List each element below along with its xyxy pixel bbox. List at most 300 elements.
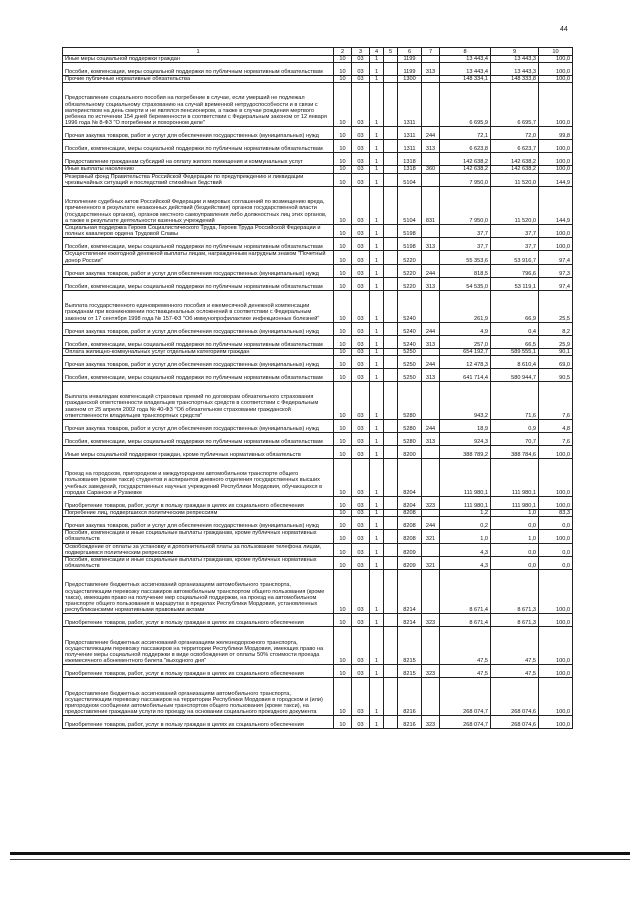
table-row xyxy=(63,614,573,627)
program-code: 1 xyxy=(370,140,384,153)
subprogram-code xyxy=(384,356,398,369)
item-code: 5220 xyxy=(398,264,422,277)
execution-percent: 100,0 xyxy=(539,76,573,83)
program-code: 1 xyxy=(370,459,384,497)
section-code: 10 xyxy=(334,277,352,290)
program-code: 1 xyxy=(370,382,384,420)
execution-percent: 90,5 xyxy=(539,369,573,382)
row-name: Пособия, компенсации, меры социальной поддержки по публичным нормативным обязательствам xyxy=(63,335,334,348)
subprogram-code xyxy=(384,614,398,627)
header-cell: 10 xyxy=(539,48,573,56)
section-code: 10 xyxy=(334,665,352,678)
execution-percent: 100,0 xyxy=(539,56,573,63)
executed-amount: 47,5 xyxy=(491,627,539,665)
planned-amount: 12 478,3 xyxy=(440,356,491,369)
table-row xyxy=(63,166,573,173)
table-row xyxy=(63,517,573,530)
header-cell: 9 xyxy=(491,48,539,56)
executed-amount: 8 671,3 xyxy=(491,570,539,614)
program-code: 1 xyxy=(370,510,384,517)
execution-percent: 97,4 xyxy=(539,277,573,290)
execution-percent: 8,2 xyxy=(539,322,573,335)
row-name: Предоставление бюджетных ассигнований организациям автомобильного транспорта, осуществляющим перевозку пассажиров на территории Республики Мордовия в городском и (или) пригородном сообщении автомобильным транспортом общего пользования (кроме такси), на предоставление гражданам услуги по проезду на основании социального проездного документа xyxy=(63,678,334,716)
execution-percent: 100,0 xyxy=(539,140,573,153)
table-row xyxy=(63,290,573,322)
header-cell: 6 xyxy=(398,48,422,56)
expense-type-code xyxy=(422,251,440,264)
subprogram-code xyxy=(384,76,398,83)
row-name: Прочая закупка товаров, работ и услуг для обеспечения государственных (муниципальных) нужд xyxy=(63,322,334,335)
table-row xyxy=(63,238,573,251)
planned-amount: 6 623,8 xyxy=(440,140,491,153)
execution-percent: 100,0 xyxy=(539,446,573,459)
executed-amount: 37,7 xyxy=(491,238,539,251)
planned-amount: 13 443,4 xyxy=(440,56,491,63)
header-cell: 8 xyxy=(440,48,491,56)
expense-type-code: 323 xyxy=(422,716,440,729)
section-code: 10 xyxy=(334,56,352,63)
planned-amount: 142 638,2 xyxy=(440,166,491,173)
expense-type-code xyxy=(422,678,440,716)
expense-type-code xyxy=(422,225,440,238)
expense-type-code xyxy=(422,83,440,127)
executed-amount: 796,6 xyxy=(491,264,539,277)
section-code: 10 xyxy=(334,446,352,459)
row-name: Пособия, компенсации, меры социальной поддержки по публичным нормативным обязательствам xyxy=(63,433,334,446)
program-code: 1 xyxy=(370,153,384,166)
execution-percent: 100,0 xyxy=(539,665,573,678)
item-code: 5240 xyxy=(398,335,422,348)
item-code: 5250 xyxy=(398,356,422,369)
header-cell: 7 xyxy=(422,48,440,56)
section-code: 10 xyxy=(334,63,352,76)
expense-type-code: 323 xyxy=(422,497,440,510)
executed-amount: 111 980,1 xyxy=(491,459,539,497)
subsection-code: 03 xyxy=(352,510,370,517)
table-row xyxy=(63,530,573,543)
program-code: 1 xyxy=(370,369,384,382)
row-name: Предоставление социального пособия на погребение в случае, если умерший не подлежал обязательному социальному страхованию на случай временной нетрудоспособности и в связи с материнством на день смерти и не являлся пенсионером, а также в случае рождения мертвого ребенка по истечении 154 дней беременности в соответствии с Федеральным законом от 12 января 1996 года № 8-ФЗ "О погребении и похоронном деле" xyxy=(63,83,334,127)
program-code: 1 xyxy=(370,166,384,173)
planned-amount: 148 334,1 xyxy=(440,76,491,83)
subsection-code: 03 xyxy=(352,251,370,264)
table-row xyxy=(63,369,573,382)
program-code: 1 xyxy=(370,348,384,355)
subprogram-code xyxy=(384,678,398,716)
item-code: 5198 xyxy=(398,225,422,238)
expense-type-code: 313 xyxy=(422,433,440,446)
table-row xyxy=(63,627,573,665)
subsection-code: 03 xyxy=(352,433,370,446)
subsection-code: 03 xyxy=(352,225,370,238)
execution-percent: 25,9 xyxy=(539,335,573,348)
row-name: Прочая закупка товаров, работ и услуг для обеспечения государственных (муниципальных) нужд xyxy=(63,517,334,530)
expense-type-code xyxy=(422,290,440,322)
program-code: 1 xyxy=(370,557,384,570)
execution-percent: 4,8 xyxy=(539,420,573,433)
item-code: 8204 xyxy=(398,497,422,510)
subprogram-code xyxy=(384,348,398,355)
expense-type-code: 313 xyxy=(422,140,440,153)
subprogram-code xyxy=(384,290,398,322)
item-code: 5220 xyxy=(398,277,422,290)
table-row xyxy=(63,63,573,76)
item-code: 8204 xyxy=(398,459,422,497)
subprogram-code xyxy=(384,433,398,446)
table-row xyxy=(63,127,573,140)
expense-type-code: 321 xyxy=(422,557,440,570)
table-row xyxy=(63,356,573,369)
item-code: 1318 xyxy=(398,153,422,166)
executed-amount: 388 784,6 xyxy=(491,446,539,459)
planned-amount: 6 695,9 xyxy=(440,83,491,127)
planned-amount: 4,3 xyxy=(440,557,491,570)
subprogram-code xyxy=(384,459,398,497)
subprogram-code xyxy=(384,716,398,729)
subprogram-code xyxy=(384,225,398,238)
subsection-code: 03 xyxy=(352,420,370,433)
subsection-code: 03 xyxy=(352,277,370,290)
section-code: 10 xyxy=(334,166,352,173)
program-code: 1 xyxy=(370,173,384,186)
section-code: 10 xyxy=(334,433,352,446)
bottom-divider xyxy=(10,852,630,855)
row-name: Предоставление бюджетных ассигнований организациям автомобильного транспорта, осуществляющим перевозку пассажиров автомобильным транспортом общего пользования (кроме такси), имеющим право на получение мер социальной поддержки, на проезд на автомобильном транспорте общего пользования в маршрутах в пределах Республики Мордовия, установленных республиканскими нормативными правовыми актами xyxy=(63,570,334,614)
planned-amount: 7 950,0 xyxy=(440,187,491,225)
section-code: 10 xyxy=(334,348,352,355)
executed-amount: 53 916,7 xyxy=(491,251,539,264)
row-name: Проезд на городском, пригородном и междугородном автомобильном транспорте общего пользования (кроме такси) студентов и аспирантов дневного отделения государственных высших учебных заведений, государственных научных учреждений Республики Мордовия, обучающихся в городах Саранске и Рузаевке xyxy=(63,459,334,497)
item-code: 8215 xyxy=(398,627,422,665)
expense-type-code xyxy=(422,543,440,556)
execution-percent: 100,0 xyxy=(539,570,573,614)
execution-percent: 100,0 xyxy=(539,530,573,543)
program-code: 1 xyxy=(370,530,384,543)
row-name: Иные выплаты населению xyxy=(63,166,334,173)
planned-amount: 47,5 xyxy=(440,627,491,665)
expense-type-code: 323 xyxy=(422,614,440,627)
subsection-code: 03 xyxy=(352,166,370,173)
expense-type-code: 323 xyxy=(422,665,440,678)
item-code: 1199 xyxy=(398,63,422,76)
row-name: Пособия, компенсации и иные социальные выплаты гражданам, кроме публичных нормативных обязательств xyxy=(63,557,334,570)
executed-amount: 1,0 xyxy=(491,530,539,543)
expense-type-code xyxy=(422,627,440,665)
expense-type-code xyxy=(422,348,440,355)
program-code: 1 xyxy=(370,63,384,76)
section-code: 10 xyxy=(334,187,352,225)
row-name: Пособия, компенсации, меры социальной поддержки по публичным нормативным обязательствам xyxy=(63,140,334,153)
program-code: 1 xyxy=(370,225,384,238)
planned-amount: 18,9 xyxy=(440,420,491,433)
planned-amount: 0,2 xyxy=(440,517,491,530)
section-code: 10 xyxy=(334,543,352,556)
executed-amount: 70,7 xyxy=(491,433,539,446)
planned-amount: 111 980,1 xyxy=(440,459,491,497)
execution-percent: 97,4 xyxy=(539,251,573,264)
subsection-code: 03 xyxy=(352,127,370,140)
execution-percent: 100,0 xyxy=(539,153,573,166)
table-row xyxy=(63,570,573,614)
expense-type-code: 313 xyxy=(422,63,440,76)
item-code: 5280 xyxy=(398,433,422,446)
section-code: 10 xyxy=(334,459,352,497)
expense-type-code: 360 xyxy=(422,166,440,173)
program-code: 1 xyxy=(370,446,384,459)
planned-amount: 37,7 xyxy=(440,238,491,251)
subsection-code: 03 xyxy=(352,290,370,322)
subsection-code: 03 xyxy=(352,76,370,83)
subsection-code: 03 xyxy=(352,369,370,382)
row-name: Пособия, компенсации, меры социальной поддержки по публичным нормативным обязательствам xyxy=(63,369,334,382)
table-row xyxy=(63,348,573,355)
executed-amount: 0,0 xyxy=(491,557,539,570)
planned-amount: 388 789,2 xyxy=(440,446,491,459)
subprogram-code xyxy=(384,127,398,140)
item-code: 5104 xyxy=(398,173,422,186)
execution-percent: 90,1 xyxy=(539,348,573,355)
item-code: 5104 xyxy=(398,187,422,225)
program-code: 1 xyxy=(370,497,384,510)
section-code: 10 xyxy=(334,225,352,238)
section-code: 10 xyxy=(334,420,352,433)
section-code: 10 xyxy=(334,83,352,127)
section-code: 10 xyxy=(334,76,352,83)
table-row xyxy=(63,433,573,446)
item-code: 8216 xyxy=(398,678,422,716)
item-code: 1300 xyxy=(398,76,422,83)
planned-amount: 8 671,4 xyxy=(440,614,491,627)
subprogram-code xyxy=(384,665,398,678)
executed-amount: 1,0 xyxy=(491,510,539,517)
subsection-code: 03 xyxy=(352,627,370,665)
subprogram-code xyxy=(384,56,398,63)
program-code: 1 xyxy=(370,614,384,627)
item-code: 8209 xyxy=(398,557,422,570)
table-row xyxy=(63,251,573,264)
executed-amount: 11 520,0 xyxy=(491,187,539,225)
executed-amount: 0,9 xyxy=(491,420,539,433)
subsection-code: 03 xyxy=(352,614,370,627)
item-code: 8215 xyxy=(398,665,422,678)
section-code: 10 xyxy=(334,557,352,570)
section-code: 10 xyxy=(334,614,352,627)
program-code: 1 xyxy=(370,56,384,63)
item-code: 1311 xyxy=(398,83,422,127)
expense-type-code: 313 xyxy=(422,369,440,382)
table-row xyxy=(63,83,573,127)
section-code: 10 xyxy=(334,173,352,186)
program-code: 1 xyxy=(370,187,384,225)
row-name: Пособия, компенсации и иные социальные выплаты гражданам, кроме публичных нормативных обязательств xyxy=(63,530,334,543)
table-row xyxy=(63,277,573,290)
planned-amount: 654 192,7 xyxy=(440,348,491,355)
program-code: 1 xyxy=(370,543,384,556)
subprogram-code xyxy=(384,446,398,459)
item-code: 5240 xyxy=(398,290,422,322)
subsection-code: 03 xyxy=(352,238,370,251)
expense-type-code: 313 xyxy=(422,277,440,290)
subsection-code: 03 xyxy=(352,63,370,76)
section-code: 10 xyxy=(334,497,352,510)
subprogram-code xyxy=(384,173,398,186)
row-name: Предоставление бюджетных ассигнований организациям железнодорожного транспорта, осуществляющим перевозку пассажиров на территории Республики Мордовия, имеющих право на получение меры социальной поддержки в виде освобождения от оплаты 50% стоимости проезда ежемесячного абонементного билета "выходного дня" xyxy=(63,627,334,665)
subprogram-code xyxy=(384,238,398,251)
subsection-code: 03 xyxy=(352,678,370,716)
planned-amount: 4,9 xyxy=(440,322,491,335)
item-code: 8216 xyxy=(398,716,422,729)
row-name: Прочая закупка товаров, работ и услуг для обеспечения государственных (муниципальных) нужд xyxy=(63,356,334,369)
subsection-code: 03 xyxy=(352,497,370,510)
planned-amount: 54 535,0 xyxy=(440,277,491,290)
section-code: 10 xyxy=(334,530,352,543)
executed-amount: 8 671,3 xyxy=(491,614,539,627)
planned-amount: 257,0 xyxy=(440,335,491,348)
section-code: 10 xyxy=(334,356,352,369)
subprogram-code xyxy=(384,570,398,614)
subsection-code: 03 xyxy=(352,382,370,420)
expense-type-code xyxy=(422,459,440,497)
row-name: Пособия, компенсации, меры социальной поддержки по публичным нормативным обязательствам xyxy=(63,238,334,251)
section-code: 10 xyxy=(334,335,352,348)
execution-percent: 7,6 xyxy=(539,382,573,420)
expense-type-code xyxy=(422,570,440,614)
row-name: Прочая закупка товаров, работ и услуг для обеспечения государственных (муниципальных) нужд xyxy=(63,420,334,433)
subsection-code: 03 xyxy=(352,153,370,166)
executed-amount: 0,0 xyxy=(491,517,539,530)
subsection-code: 03 xyxy=(352,83,370,127)
table-row xyxy=(63,557,573,570)
planned-amount: 142 638,2 xyxy=(440,153,491,166)
program-code: 1 xyxy=(370,570,384,614)
table-row xyxy=(63,140,573,153)
execution-percent: 0,0 xyxy=(539,543,573,556)
subsection-code: 03 xyxy=(352,264,370,277)
expense-type-code xyxy=(422,153,440,166)
item-code: 5280 xyxy=(398,382,422,420)
section-code: 10 xyxy=(334,678,352,716)
row-name: Оплата жилищно-коммунальных услуг отдельным категориям граждан xyxy=(63,348,334,355)
program-code: 1 xyxy=(370,238,384,251)
table-row xyxy=(63,153,573,166)
subprogram-code xyxy=(384,166,398,173)
section-code: 10 xyxy=(334,140,352,153)
row-name: Прочая закупка товаров, работ и услуг для обеспечения государственных (муниципальных) нужд xyxy=(63,127,334,140)
program-code: 1 xyxy=(370,665,384,678)
executed-amount: 6 695,7 xyxy=(491,83,539,127)
executed-amount: 0,4 xyxy=(491,322,539,335)
row-name: Социальная поддержка Героев Социалистического Труда, Героев Труда Российской Федерации и полных кавалеров ордена Трудовой Славы xyxy=(63,225,334,238)
expense-type-code xyxy=(422,446,440,459)
program-code: 1 xyxy=(370,335,384,348)
execution-percent: 97,3 xyxy=(539,264,573,277)
table-row xyxy=(63,264,573,277)
item-code: 8209 xyxy=(398,543,422,556)
row-name: Выплата государственного единовременного пособия и ежемесячной денежной компенсации гражданам при возникновении поствакцинальных осложнений в соответствии с Федеральным законом от 17 сентября 1998 года № 157-ФЗ "Об иммунопрофилактике инфекционных болезней" xyxy=(63,290,334,322)
subprogram-code xyxy=(384,83,398,127)
row-name: Резервный фонд Правительства Российской Федерации по предупреждению и ликвидации чрезвычайных ситуаций и последствий стихийных бедствий xyxy=(63,173,334,186)
subsection-code: 03 xyxy=(352,665,370,678)
section-code: 10 xyxy=(334,238,352,251)
row-name: Исполнение судебных актов Российской Федерации и мировых соглашений по возмещению вреда, причиненного в результате незаконных действий (бездействия) органов государственной власти (государственных органов), органов местного самоуправления либо должностных лиц этих органов, а также в результате деятельности казенных учреждений xyxy=(63,187,334,225)
subprogram-code xyxy=(384,543,398,556)
row-name: Прочие публичные нормативные обязательства xyxy=(63,76,334,83)
table-row xyxy=(63,543,573,556)
subprogram-code xyxy=(384,277,398,290)
item-code: 1311 xyxy=(398,140,422,153)
table-row xyxy=(63,187,573,225)
executed-amount: 148 333,8 xyxy=(491,76,539,83)
subsection-code: 03 xyxy=(352,56,370,63)
expense-type-code xyxy=(422,382,440,420)
execution-percent: 69,0 xyxy=(539,356,573,369)
planned-amount: 37,7 xyxy=(440,225,491,238)
section-code: 10 xyxy=(334,264,352,277)
table-row xyxy=(63,335,573,348)
executed-amount: 72,0 xyxy=(491,127,539,140)
executed-amount: 268 074,6 xyxy=(491,678,539,716)
execution-percent: 7,6 xyxy=(539,433,573,446)
bottom-divider-thin xyxy=(10,859,630,860)
planned-amount: 943,2 xyxy=(440,382,491,420)
row-name: Пособия, компенсации, меры социальной поддержки по публичным нормативным обязательствам xyxy=(63,63,334,76)
execution-percent: 100,0 xyxy=(539,238,573,251)
planned-amount: 13 443,4 xyxy=(440,63,491,76)
subsection-code: 03 xyxy=(352,356,370,369)
program-code: 1 xyxy=(370,264,384,277)
program-code: 1 xyxy=(370,356,384,369)
executed-amount: 66,9 xyxy=(491,290,539,322)
table-row xyxy=(63,225,573,238)
planned-amount: 8 671,4 xyxy=(440,570,491,614)
expense-type-code xyxy=(422,510,440,517)
section-code: 10 xyxy=(334,251,352,264)
execution-percent: 144,9 xyxy=(539,173,573,186)
executed-amount: 71,6 xyxy=(491,382,539,420)
planned-amount: 47,5 xyxy=(440,665,491,678)
planned-amount: 55 353,6 xyxy=(440,251,491,264)
subprogram-code xyxy=(384,382,398,420)
execution-percent: 100,0 xyxy=(539,83,573,127)
execution-percent: 83,3 xyxy=(539,510,573,517)
item-code: 8208 xyxy=(398,517,422,530)
executed-amount: 268 074,6 xyxy=(491,716,539,729)
subprogram-code xyxy=(384,517,398,530)
executed-amount: 589 555,1 xyxy=(491,348,539,355)
header-cell: 5 xyxy=(384,48,398,56)
section-code: 10 xyxy=(334,716,352,729)
planned-amount: 268 074,7 xyxy=(440,716,491,729)
executed-amount: 142 638,2 xyxy=(491,166,539,173)
table-row xyxy=(63,510,573,517)
executed-amount: 8 610,4 xyxy=(491,356,539,369)
section-code: 10 xyxy=(334,153,352,166)
subprogram-code xyxy=(384,369,398,382)
subsection-code: 03 xyxy=(352,187,370,225)
row-name: Погребение лиц, подвергшихся политическим репрессиям xyxy=(63,510,334,517)
subsection-code: 03 xyxy=(352,517,370,530)
subprogram-code xyxy=(384,322,398,335)
executed-amount: 6 623,7 xyxy=(491,140,539,153)
item-code: 5198 xyxy=(398,238,422,251)
planned-amount: 641 714,4 xyxy=(440,369,491,382)
execution-percent: 100,0 xyxy=(539,497,573,510)
expense-type-code: 831 xyxy=(422,187,440,225)
subsection-code: 03 xyxy=(352,140,370,153)
subprogram-code xyxy=(384,63,398,76)
row-name: Освобождение от оплаты за установку и дополнительной платы за пользование телефона лицам, подвергшимся политическим репрессиям xyxy=(63,543,334,556)
program-code: 1 xyxy=(370,678,384,716)
